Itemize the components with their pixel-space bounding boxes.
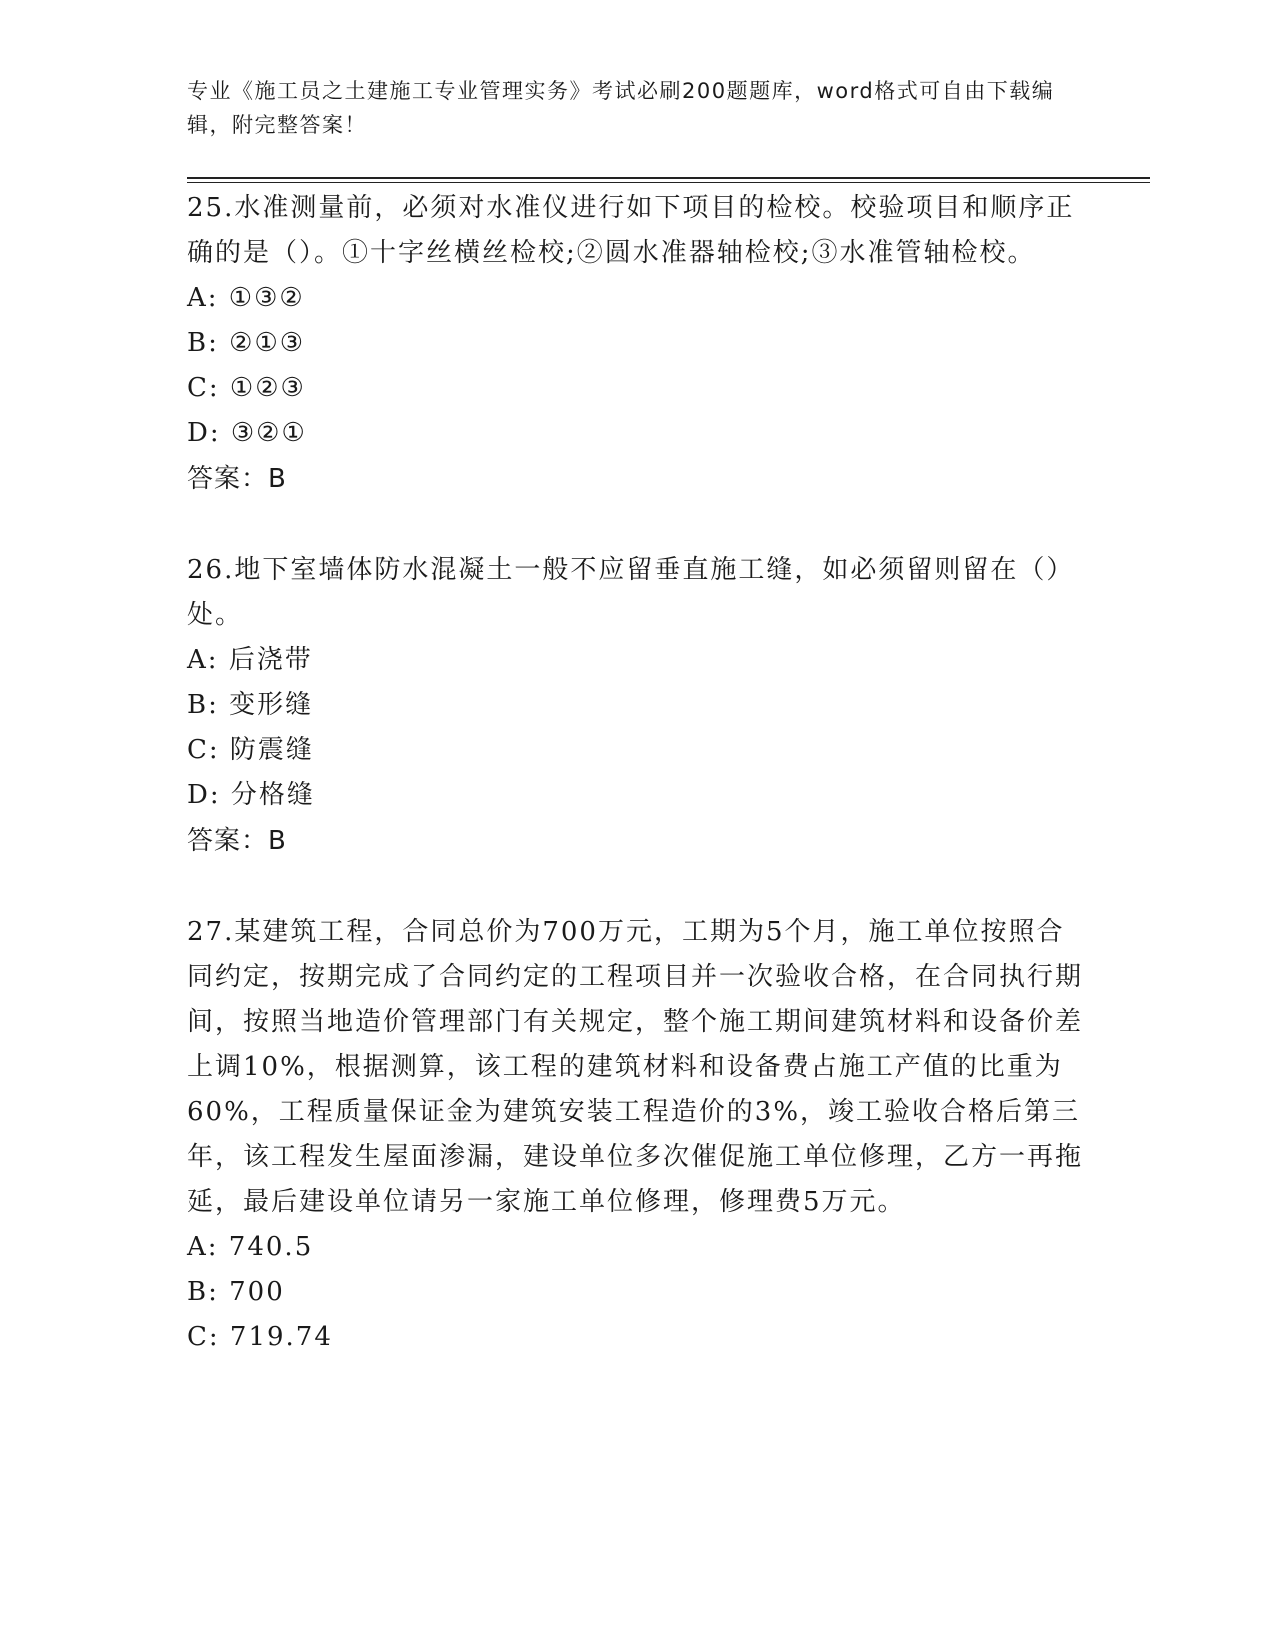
question-stem: 27.某建筑工程，合同总价为700万元，工期为5个月，施工单位按照合同约定，按期完成了合同约定的工程项目并一次验收合格，在合同执行期间，按照当地造价管理部门有关规定，整个施工期间建筑材料和设备价差上调10%，根据测算，该工程的建筑材料和设备费占施工产值的比重为60%，工程质量保证金为建筑安装工程造价的3%，竣工验收合格后第三年，该工程发生屋面渗漏，建设单位多次催促施工单位修理，乙方一再拖延，最后建设单位请另一家施工单位修理，修理费5万元。 bbox=[187, 917, 1084, 1217]
question-27 bbox=[187, 910, 1087, 1360]
question-26 bbox=[187, 548, 1087, 864]
option-a: A: 后浇带 bbox=[187, 645, 313, 675]
header-rule-thin bbox=[187, 182, 1150, 183]
question-list bbox=[187, 186, 1087, 1406]
option-b: B: 700 bbox=[187, 1277, 285, 1307]
option-b: B: 变形缝 bbox=[187, 690, 314, 720]
option-b: B: ②①③ bbox=[187, 328, 306, 358]
document-intro: 专业《施工员之土建施工专业管理实务》考试必刷200题题库，word格式可自由下载编辑，附完整答案！ bbox=[187, 79, 1055, 137]
option-d: D: 分格缝 bbox=[187, 780, 315, 810]
answer-line: 答案：B bbox=[187, 826, 287, 856]
question-stem: 25.水准测量前，必须对水准仪进行如下项目的检校。校验项目和顺序正确的是（）。①十字丝横丝检校;②圆水准器轴检校;③水准管轴检校。 bbox=[187, 193, 1075, 268]
option-c: C: 719.74 bbox=[187, 1322, 333, 1352]
option-d: D: ③②① bbox=[187, 418, 307, 448]
question-stem: 26.地下室墙体防水混凝土一般不应留垂直施工缝，如必须留则留在（）处。 bbox=[187, 555, 1075, 630]
question-25 bbox=[187, 186, 1087, 502]
answer-line: 答案：B bbox=[187, 464, 287, 494]
header-rule-thick bbox=[187, 177, 1150, 179]
option-a: A: 740.5 bbox=[187, 1232, 314, 1262]
option-a: A: ①③② bbox=[187, 283, 305, 313]
option-c: C: 防震缝 bbox=[187, 735, 314, 765]
option-c: C: ①②③ bbox=[187, 373, 306, 403]
